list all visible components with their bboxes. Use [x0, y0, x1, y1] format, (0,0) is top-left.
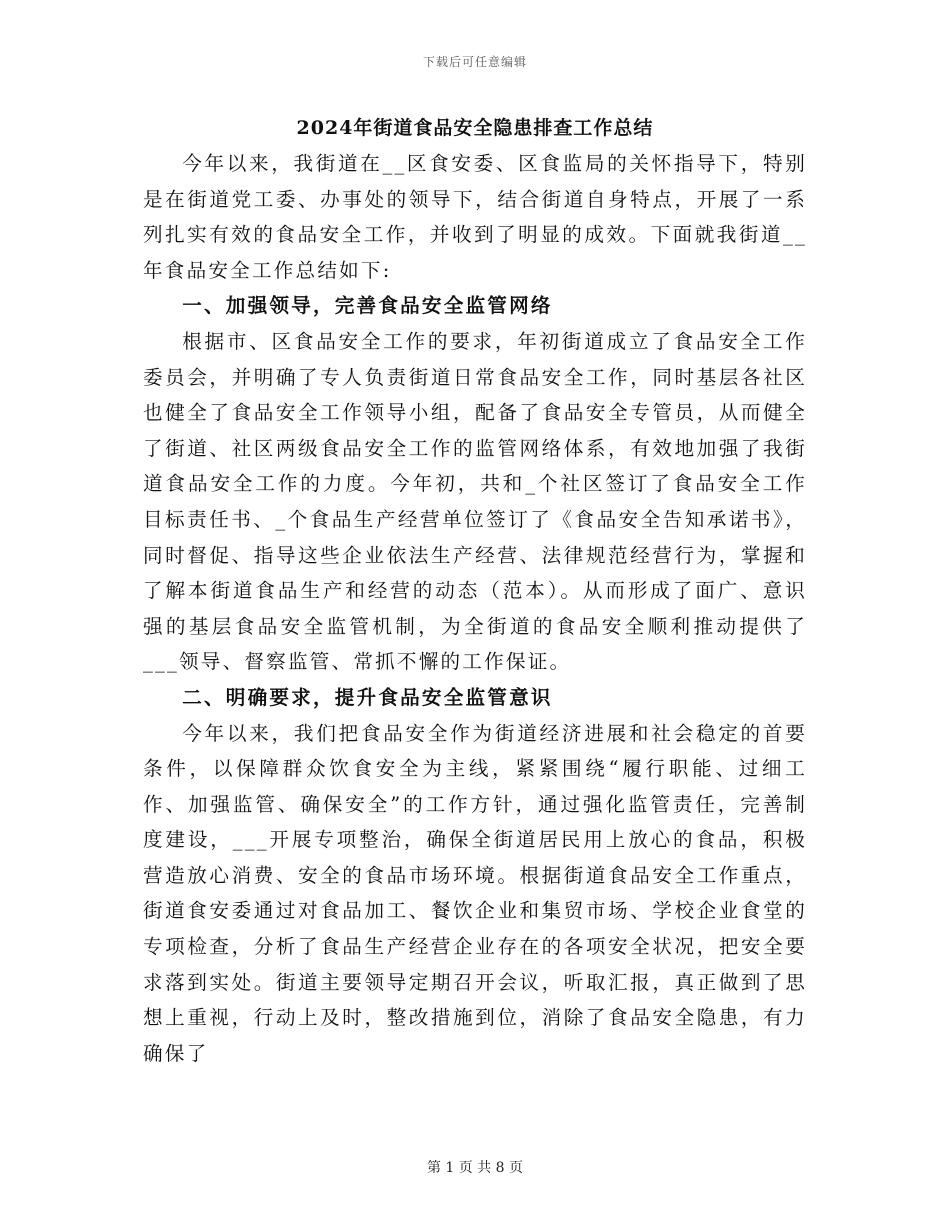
header-note: 下载后可任意编辑	[422, 55, 527, 69]
section-2-paragraph: 今年以来，我们把食品安全作为街道经济进展和社会稳定的首要条件，以保障群众饮食安全为主线，紧紧围绕“履行职能、过细工作、加强监管、确保安全”的工作方针，通过强化监管责任，完善制度建设，___开展专项整治，确保全街道居民用上放心的食品，积极营造放心消费、安全的食品市场环境。根据街道食品安全工作重点，街道食安委通过对食品加工、餐饮企业和集贸市场、学校企业食堂的专项检查，分析了食品生产经营企业存在的各项安全状况，把安全要求落到实处。街道主要领导定期召开会议，听取汇报，真正做到了思想上重视，行动上及时，整改措施到位，消除了食品安全隐患，有力确保了	[143, 721, 807, 1065]
document-title: 2024年街道食品安全隐患排查工作总结	[296, 117, 654, 139]
document-body	[143, 146, 807, 1071]
section-1-paragraph: 根据市、区食品安全工作的要求，年初街道成立了食品安全工作委员会，并明确了专人负责街道日常食品安全工作，同时基层各社区也健全了食品安全工作领导小组，配备了食品安全专管员，从而健全了街道、社区两级食品安全工作的监管网络体系，有效地加强了我街道食品安全工作的力度。今年初，共和_个社区签订了食品安全工作目标责任书、_个食品生产经营单位签订了《食品安全告知承诺书》，同时督促、指导这些企业依法生产经营、法律规范经营行为，掌握和了解本街道食品生产和经营的动态（范本）。从而形成了面广、意识强的基层食品安全监管机制，为全街道的食品安全顺利推动提供了___领导、督察监管、常抓不懈的工作保证。	[143, 329, 807, 674]
intro-paragraph: 今年以来，我街道在__区食安委、区食监局的关怀指导下，特别是在街道党工委、办事处的领导下，结合街道自身特点，开展了一系列扎实有效的食品安全工作，并收到了明显的成效。下面就我街道__年食品安全工作总结如下:	[143, 152, 807, 282]
page-number-footer: 第 1 页 共 8 页	[426, 1160, 524, 1176]
section-1-heading: 一、加强领导，完善食品安全监管网络	[182, 294, 553, 318]
section-2-heading: 二、明确要求，提升食品安全监管意识	[182, 685, 553, 709]
